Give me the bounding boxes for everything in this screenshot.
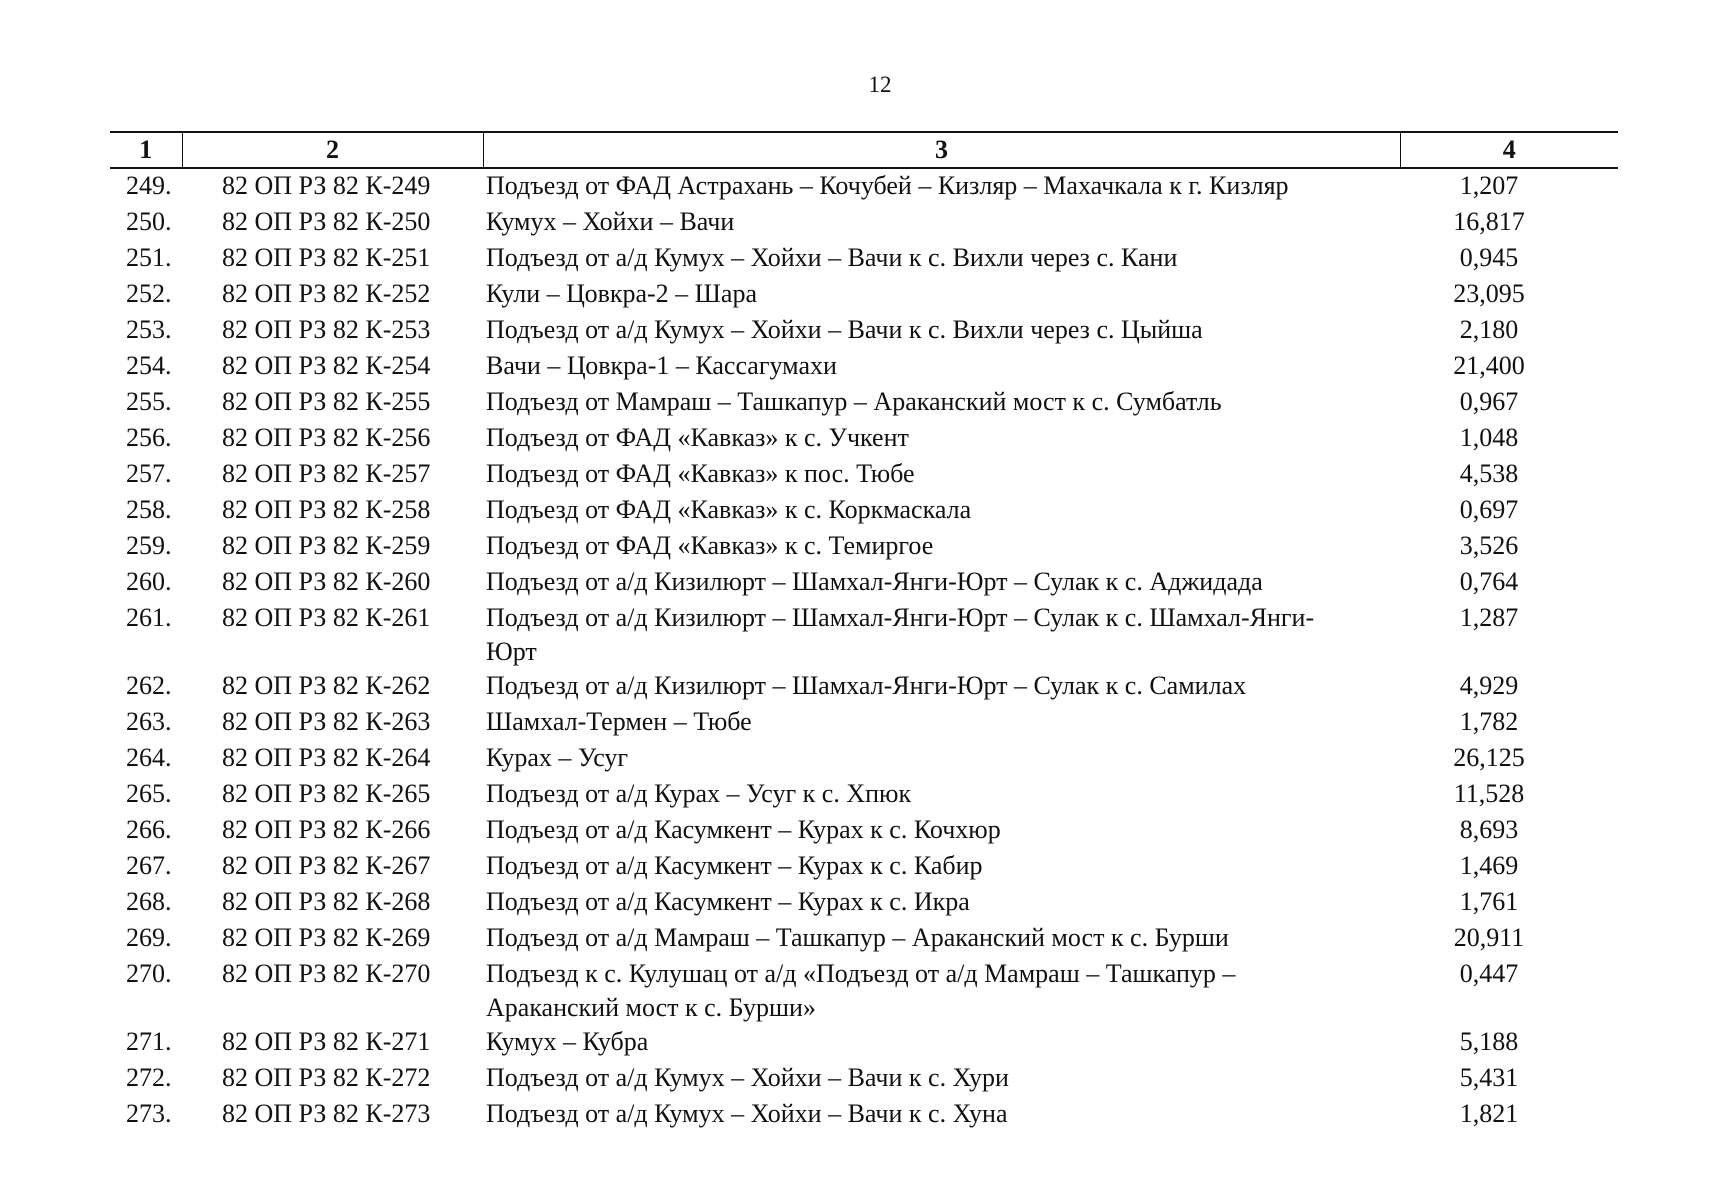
road-length: 2,180	[1459, 315, 1519, 344]
table-body	[110, 168, 1618, 1133]
road-name: Вачи – Цовкра-1 – Кассагумахи	[486, 351, 837, 380]
road-code: 82 ОП РЗ 82 К-260	[222, 567, 431, 596]
row-number: 262.	[126, 671, 172, 700]
road-length: 0,764	[1459, 567, 1519, 596]
road-length: 3,526	[1459, 531, 1519, 560]
road-name: Подъезд от Мамраш – Ташкапур – Араканский мост к с. Сумбатль	[486, 387, 1222, 416]
row-number: 259.	[126, 531, 172, 560]
table-row	[110, 741, 1618, 777]
road-length: 1,207	[1459, 171, 1519, 200]
row-number: 249.	[126, 171, 172, 200]
road-name: Подъезд от а/д Курах – Усуг к с. Хпюк	[486, 779, 912, 808]
row-number: 270.	[126, 959, 172, 988]
road-length: 1,821	[1459, 1099, 1519, 1128]
road-name: Шамхал-Термен – Тюбе	[486, 707, 752, 736]
table-row	[110, 885, 1618, 921]
road-length: 1,287	[1459, 603, 1519, 632]
table-row	[110, 385, 1618, 421]
header-col-2: 2	[182, 132, 483, 168]
table-row	[110, 493, 1618, 529]
road-code: 82 ОП РЗ 82 К-263	[222, 707, 431, 736]
table-row	[110, 529, 1618, 565]
road-code: 82 ОП РЗ 82 К-251	[222, 243, 431, 272]
table-row	[110, 1025, 1618, 1061]
page-number: 12	[868, 72, 892, 97]
table-row	[110, 565, 1618, 601]
road-code: 82 ОП РЗ 82 К-253	[222, 315, 431, 344]
road-code: 82 ОП РЗ 82 К-249	[222, 171, 431, 200]
road-code: 82 ОП РЗ 82 К-261	[222, 603, 431, 632]
road-length: 0,945	[1459, 243, 1519, 272]
road-name: Подъезд от ФАД «Кавказ» к с. Коркмаскала	[486, 495, 972, 524]
road-length: 5,188	[1459, 1027, 1519, 1056]
table-row	[110, 168, 1618, 205]
road-name: Подъезд к с. Кулушац от а/д «Подъезд от а/д Мамраш – Ташкапур – Араканский мост к с. Бурши»	[486, 959, 1236, 1022]
table-row	[110, 813, 1618, 849]
row-number: 255.	[126, 387, 172, 416]
row-number: 272.	[126, 1063, 172, 1092]
table-row	[110, 349, 1618, 385]
road-code: 82 ОП РЗ 82 К-272	[222, 1063, 431, 1092]
road-length: 21,400	[1453, 351, 1525, 380]
table-row	[110, 601, 1618, 669]
road-name: Подъезд от ФАД Астрахань – Кочубей – Кизляр – Махачкала к г. Кизляр	[486, 171, 1289, 200]
road-name: Подъезд от а/д Кизилюрт – Шамхал-Янги-Юрт – Сулак к с. Самилах	[486, 671, 1247, 700]
road-name: Подъезд от а/д Касумкент – Курах к с. Кочхюр	[486, 815, 1001, 844]
road-code: 82 ОП РЗ 82 К-259	[222, 531, 431, 560]
road-code: 82 ОП РЗ 82 К-266	[222, 815, 431, 844]
table-row	[110, 669, 1618, 705]
road-name: Подъезд от а/д Кумух – Хойхи – Вачи к с. Вихли через с. Цыйша	[486, 315, 1203, 344]
road-name: Кумух – Хойхи – Вачи	[486, 207, 735, 236]
road-length: 0,967	[1459, 387, 1519, 416]
road-code: 82 ОП РЗ 82 К-252	[222, 279, 431, 308]
road-code: 82 ОП РЗ 82 К-262	[222, 671, 431, 700]
table-row	[110, 777, 1618, 813]
row-number: 273.	[126, 1099, 172, 1128]
road-name: Подъезд от ФАД «Кавказ» к с. Темиргое	[486, 531, 934, 560]
road-length: 23,095	[1453, 279, 1525, 308]
road-length: 5,431	[1459, 1063, 1519, 1092]
road-code: 82 ОП РЗ 82 К-255	[222, 387, 431, 416]
row-number: 252.	[126, 279, 172, 308]
road-length: 0,447	[1459, 959, 1519, 988]
table-row	[110, 277, 1618, 313]
row-number: 266.	[126, 815, 172, 844]
road-name: Подъезд от а/д Кумух – Хойхи – Вачи к с. Хури	[486, 1063, 1009, 1092]
table-row	[110, 849, 1618, 885]
road-length: 4,538	[1459, 459, 1519, 488]
row-number: 261.	[126, 603, 172, 632]
roads-table	[110, 131, 1618, 1133]
row-number: 263.	[126, 707, 172, 736]
row-number: 264.	[126, 743, 172, 772]
road-length: 16,817	[1453, 207, 1525, 236]
row-number: 269.	[126, 923, 172, 952]
row-number: 257.	[126, 459, 172, 488]
road-name: Подъезд от а/д Кумух – Хойхи – Вачи к с. Хуна	[486, 1099, 1008, 1128]
road-code: 82 ОП РЗ 82 К-265	[222, 779, 431, 808]
road-length: 4,929	[1459, 671, 1519, 700]
table-row	[110, 421, 1618, 457]
road-length: 0,697	[1459, 495, 1519, 524]
road-length: 1,469	[1459, 851, 1519, 880]
road-name: Кумух – Кубра	[486, 1027, 649, 1056]
row-number: 268.	[126, 887, 172, 916]
table-row	[110, 241, 1618, 277]
road-name: Кули – Цовкра-2 – Шара	[486, 279, 757, 308]
table-row	[110, 457, 1618, 493]
road-name: Подъезд от а/д Кизилюрт – Шамхал-Янги-Юрт – Сулак к с. Аджидада	[486, 567, 1263, 596]
road-name: Курах – Усуг	[486, 743, 629, 772]
road-code: 82 ОП РЗ 82 К-258	[222, 495, 431, 524]
road-code: 82 ОП РЗ 82 К-256	[222, 423, 431, 452]
road-code: 82 ОП РЗ 82 К-273	[222, 1099, 431, 1128]
road-name: Подъезд от ФАД «Кавказ» к пос. Тюбе	[486, 459, 915, 488]
header-col-1: 1	[110, 132, 182, 168]
road-code: 82 ОП РЗ 82 К-271	[222, 1027, 431, 1056]
row-number: 256.	[126, 423, 172, 452]
row-number: 254.	[126, 351, 172, 380]
table-row	[110, 921, 1618, 957]
road-code: 82 ОП РЗ 82 К-269	[222, 923, 431, 952]
table-header	[110, 132, 1618, 168]
row-number: 258.	[126, 495, 172, 524]
road-name: Подъезд от а/д Мамраш – Ташкапур – Араканский мост к с. Бурши	[486, 923, 1229, 952]
road-length: 1,048	[1459, 423, 1519, 452]
road-code: 82 ОП РЗ 82 К-257	[222, 459, 431, 488]
road-length: 1,761	[1459, 887, 1519, 916]
road-length: 20,911	[1453, 923, 1525, 952]
road-code: 82 ОП РЗ 82 К-267	[222, 851, 431, 880]
road-name: Подъезд от ФАД «Кавказ» к с. Учкент	[486, 423, 909, 452]
row-number: 265.	[126, 779, 172, 808]
road-code: 82 ОП РЗ 82 К-268	[222, 887, 431, 916]
road-code: 82 ОП РЗ 82 К-250	[222, 207, 431, 236]
road-length: 8,693	[1459, 815, 1519, 844]
road-code: 82 ОП РЗ 82 К-264	[222, 743, 431, 772]
road-name: Подъезд от а/д Кизилюрт – Шамхал-Янги-Юрт – Сулак к с. Шамхал-Янги-Юрт	[486, 603, 1315, 666]
row-number: 267.	[126, 851, 172, 880]
row-number: 260.	[126, 567, 172, 596]
road-length: 1,782	[1459, 707, 1519, 736]
header-col-3: 3	[483, 132, 1400, 168]
table-row	[110, 1097, 1618, 1133]
table-row	[110, 313, 1618, 349]
row-number: 250.	[126, 207, 172, 236]
header-row	[110, 132, 1618, 168]
road-name: Подъезд от а/д Касумкент – Курах к с. Кабир	[486, 851, 983, 880]
row-number: 251.	[126, 243, 172, 272]
road-code: 82 ОП РЗ 82 К-254	[222, 351, 431, 380]
row-number: 271.	[126, 1027, 172, 1056]
table-row	[110, 1061, 1618, 1097]
row-number: 253.	[126, 315, 172, 344]
road-length: 26,125	[1453, 743, 1525, 772]
header-col-4: 4	[1400, 132, 1618, 168]
table-row	[110, 957, 1618, 1025]
table-row	[110, 205, 1618, 241]
road-name: Подъезд от а/д Касумкент – Курах к с. Икра	[486, 887, 970, 916]
table-row	[110, 705, 1618, 741]
road-code: 82 ОП РЗ 82 К-270	[222, 959, 431, 988]
road-length: 11,528	[1453, 779, 1525, 808]
road-name: Подъезд от а/д Кумух – Хойхи – Вачи к с. Вихли через с. Кани	[486, 243, 1178, 272]
